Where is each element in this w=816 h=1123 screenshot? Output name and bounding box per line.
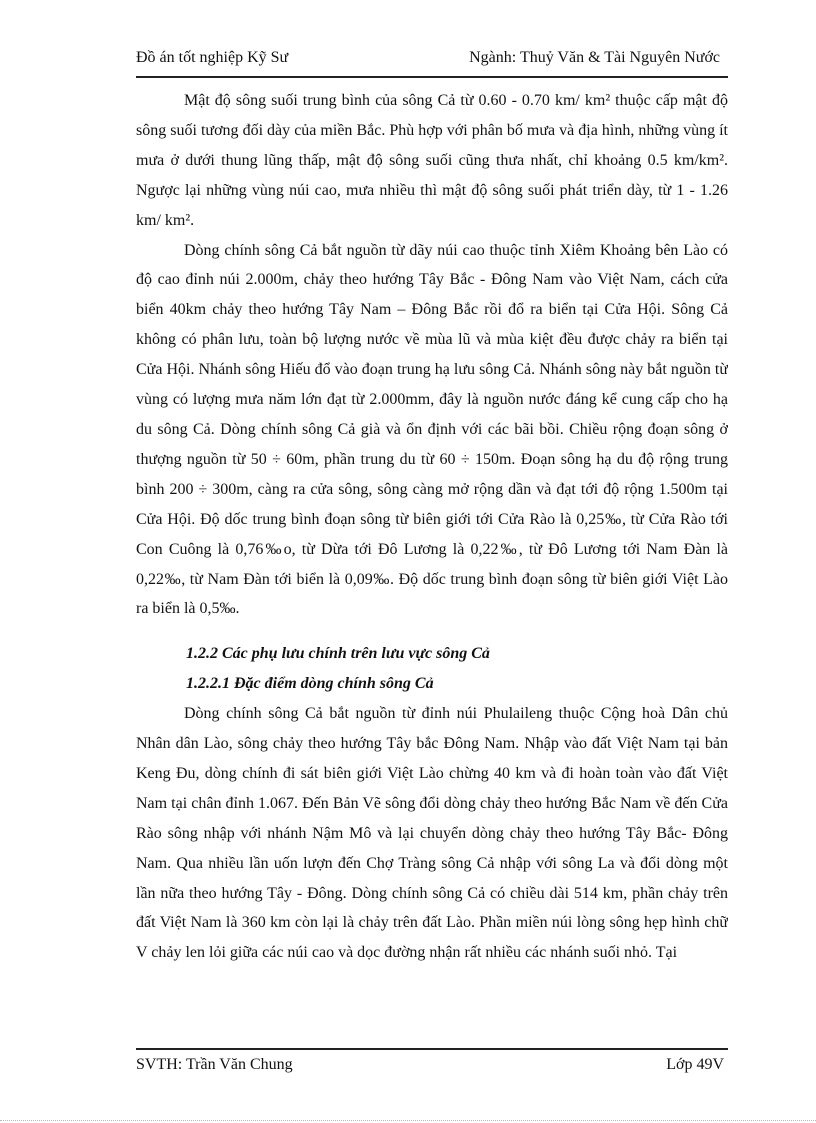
- subsection-heading-main-stream: 1.2.2.1 Đặc điểm dòng chính sông Cả: [186, 675, 434, 693]
- footer-student-name: SVTH: Trần Văn Chung: [136, 1056, 293, 1073]
- paragraph-main-stream-origin: Dòng chính sông Cả bắt nguồn từ dãy núi cao thuộc tỉnh Xiêm Khoảng bên Lào có độ cao đỉnh núi 2.000m, chảy theo hướng Tây Bắc - Đông Nam vào Việt Nam, cách cửa biển 40km chảy theo hướng Tây Nam – Đông Bắc rồi đổ ra biển tại Cửa Hội. Sông Cả không có phân lưu, toàn bộ lượng nước về mùa lũ và mùa kiệt đều được chảy ra biển tại Cửa Hội. Nhánh sông Hiếu đổ vào đoạn trung hạ lưu sông Cả. Nhánh sông này bắt nguồn từ vùng có lượng mưa năm lớn đạt từ 2.000mm, đây là nguồn nước đáng kể cung cấp cho hạ du sông Cả. Dòng chính sông Cả già và ổn định với các bãi bồi. Chiều rộng đoạn sông ở thượng nguồn từ 50 ÷ 60m, phần trung du từ 60 ÷ 150m. Đoạn sông hạ du độ rộng trung bình 200 ÷ 300m, càng ra cửa sông, sông càng mở rộng dần và đạt tới độ rộng 1.500m tại Cửa Hội. Độ dốc trung bình đoạn sông từ biên giới tới Cửa Rào là 0,25‰, từ Cửa Rào tới Con Cuông là 0,76‰o, từ Dừa tới Đô Lương là 0,22‰, từ Đô Lương tới Nam Đàn là 0,22‰, từ Nam Đàn tới biển là 0,09‰. Độ dốc trung bình đoạn sông từ biên giới Việt Lào ra biển là 0,5‰.: [136, 241, 728, 618]
- page-header: [136, 48, 728, 78]
- page-footer: [136, 1048, 728, 1075]
- page-body: [136, 86, 728, 1041]
- paragraph-river-density: Mật độ sông suối trung bình của sông Cả từ 0.60 - 0.70 km/ km² thuộc cấp mật độ sông suối tương đối dày của miền Bắc. Phù hợp với phân bố mưa và địa hình, những vùng ít mưa ở dưới thung lũng thấp, mật độ sông suối cũng thưa nhất, chỉ khoảng 0.5 km/km². Ngược lại những vùng núi cao, mưa nhiều thì mật độ sông suối phát triển dày, từ 1 - 1.26 km/ km².: [136, 92, 728, 229]
- header-major: Ngành: Thuỷ Văn & Tài Nguyên Nước: [469, 49, 720, 66]
- header-thesis-title: Đồ án tốt nghiệp Kỹ Sư: [136, 49, 289, 66]
- page-bottom-divider: [0, 1120, 816, 1121]
- section-heading-tributaries: 1.2.2 Các phụ lưu chính trên lưu vực sông Cả: [186, 645, 490, 663]
- footer-class: Lớp 49V: [666, 1056, 724, 1073]
- paragraph-main-stream-features: Dòng chính sông Cả bắt nguồn từ đỉnh núi Phulaileng thuộc Cộng hoà Dân chủ Nhân dân Lào, sông chảy theo hướng Tây bắc Đông Nam. Nhập vào đất Việt Nam tại bản Keng Đu, dòng chính đi sát biên giới Việt Lào chừng 40 km và đi hoàn toàn vào đất Việt Nam tại chân đỉnh 1.067. Đến Bản Vẽ sông đổi dòng chảy theo hướng Bắc Nam về đến Cửa Rào sông nhập với nhánh Nậm Mô và lại chuyển dòng chảy theo hướng Tây Bắc- Đông Nam. Qua nhiều lần uốn lượn đến Chợ Tràng sông Cả nhập với sông La và đổi dòng một lần nữa theo hướng Tây - Đông. Dòng chính sông Cả có chiều dài 514 km, phần chảy trên đất Việt Nam là 360 km còn lại là chảy trên đất Lào. Phần miền núi lòng sông hẹp hình chữ V chảy len lỏi giữa các núi cao và dọc đường nhận rất nhiều các nhánh suối nhỏ. Tại: [136, 705, 728, 962]
